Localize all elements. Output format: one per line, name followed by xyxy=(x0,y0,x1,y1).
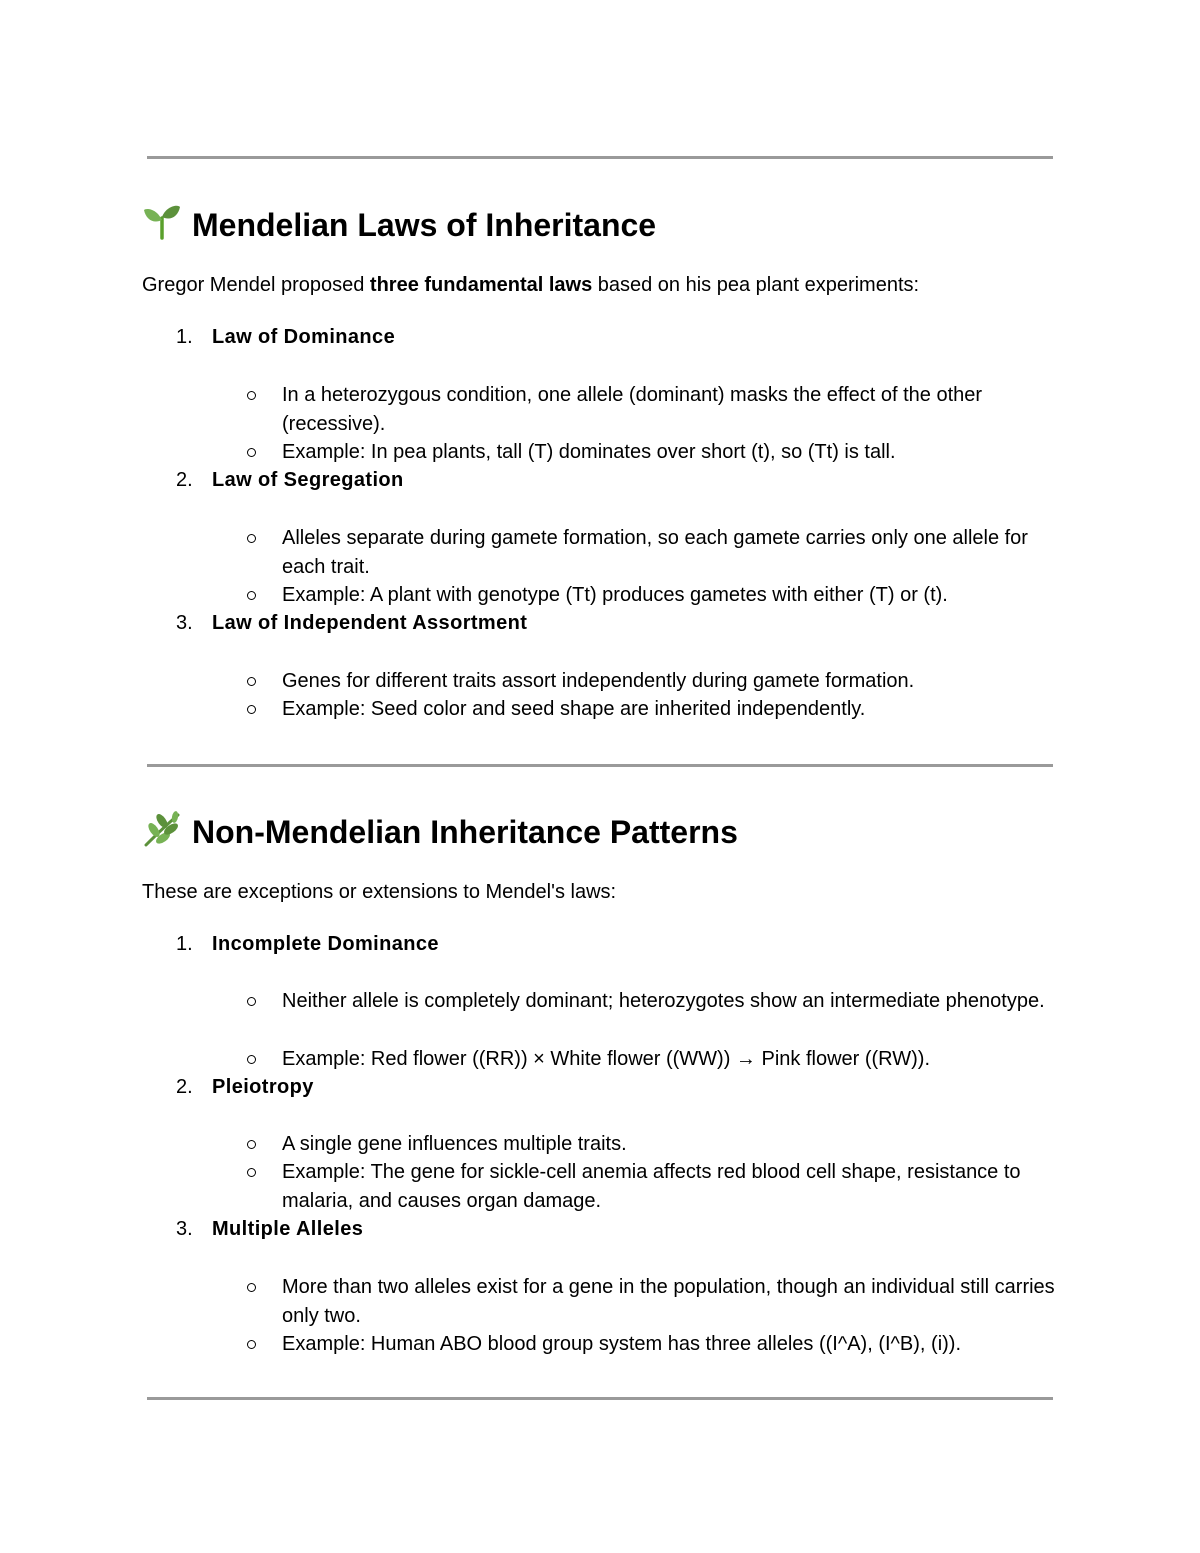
list-item-title: Law of Dominance xyxy=(212,326,396,348)
list-item-bullet: Example: Seed color and seed shape are inherited independently. xyxy=(282,698,866,720)
horizontal-rule-bottom xyxy=(147,1397,1053,1400)
section-heading-non-mendelian xyxy=(142,811,738,856)
section-intro xyxy=(142,271,919,299)
hollow-bullet-icon xyxy=(247,448,256,457)
herb-icon xyxy=(142,811,182,856)
list-number: 1. xyxy=(176,326,193,348)
intro-text: Gregor Mendel proposed xyxy=(142,274,370,296)
list-item-bullet: Genes for different traits assort independently during gamete formation. xyxy=(282,670,915,692)
section-intro: These are exceptions or extensions to Mendel's laws: xyxy=(142,881,617,903)
section-title: Mendelian Laws of Inheritance xyxy=(192,207,657,243)
section-title: Non-Mendelian Inheritance Patterns xyxy=(192,814,738,850)
list-number: 2. xyxy=(176,469,193,491)
list-item-bullet: Example: The gene for sickle-cell anemia affects red blood cell shape, resistance to malaria, and causes organ damage. xyxy=(282,1161,1021,1212)
list-item-bullet: A single gene influences multiple traits. xyxy=(282,1133,627,1155)
horizontal-rule-top xyxy=(147,156,1053,159)
hollow-bullet-icon xyxy=(247,677,256,686)
list-item-bullet: In a heterozygous condition, one allele (dominant) masks the effect of the other (recessive). xyxy=(282,384,983,435)
intro-bold-text: three fundamental laws xyxy=(369,274,593,296)
list-item-bullet: Neither allele is completely dominant; heterozygotes show an intermediate phenotype. xyxy=(282,990,1045,1012)
list-number: 3. xyxy=(176,612,193,634)
intro-text-end: based on his pea plant experiments: xyxy=(592,274,920,296)
list-item-bullet: Example: A plant with genotype (Tt) produces gametes with either (T) or (t). xyxy=(282,584,948,606)
hollow-bullet-icon xyxy=(247,1140,256,1149)
list-item-bullet: Example: In pea plants, tall (T) dominates over short (t), so (Tt) is tall. xyxy=(282,441,896,463)
hollow-bullet-icon xyxy=(247,1055,256,1064)
list-item-title: Law of Segregation xyxy=(212,469,404,491)
hollow-bullet-icon xyxy=(247,591,256,600)
list-number: 3. xyxy=(176,1218,193,1240)
section-heading-mendelian xyxy=(142,204,656,249)
hollow-bullet-icon xyxy=(247,391,256,400)
hollow-bullet-icon xyxy=(247,1340,256,1349)
list-item-title: Multiple Alleles xyxy=(212,1218,364,1240)
list-number: 2. xyxy=(176,1076,193,1098)
seedling-icon xyxy=(142,204,182,249)
list-item-title: Law of Independent Assortment xyxy=(212,612,528,634)
list-item-title: Incomplete Dominance xyxy=(212,933,439,955)
list-item-title: Pleiotropy xyxy=(212,1076,314,1098)
list-item-bullet: Example: Red flower ((RR)) × White flower ((WW)) → Pink flower ((RW)). xyxy=(282,1048,931,1070)
horizontal-rule-middle xyxy=(147,764,1053,767)
list-item-bullet: Example: Human ABO blood group system has three alleles ((I^A), (I^B), (i)). xyxy=(282,1333,962,1355)
hollow-bullet-icon xyxy=(247,534,256,543)
hollow-bullet-icon xyxy=(247,705,256,714)
hollow-bullet-icon xyxy=(247,997,256,1006)
list-item-bullet: Alleles separate during gamete formation, so each gamete carries only one allele for each trait. xyxy=(282,527,1028,578)
hollow-bullet-icon xyxy=(247,1168,256,1177)
hollow-bullet-icon xyxy=(247,1283,256,1292)
list-item-bullet: More than two alleles exist for a gene in the population, though an individual still carries only two. xyxy=(282,1276,1055,1327)
list-number: 1. xyxy=(176,933,193,955)
